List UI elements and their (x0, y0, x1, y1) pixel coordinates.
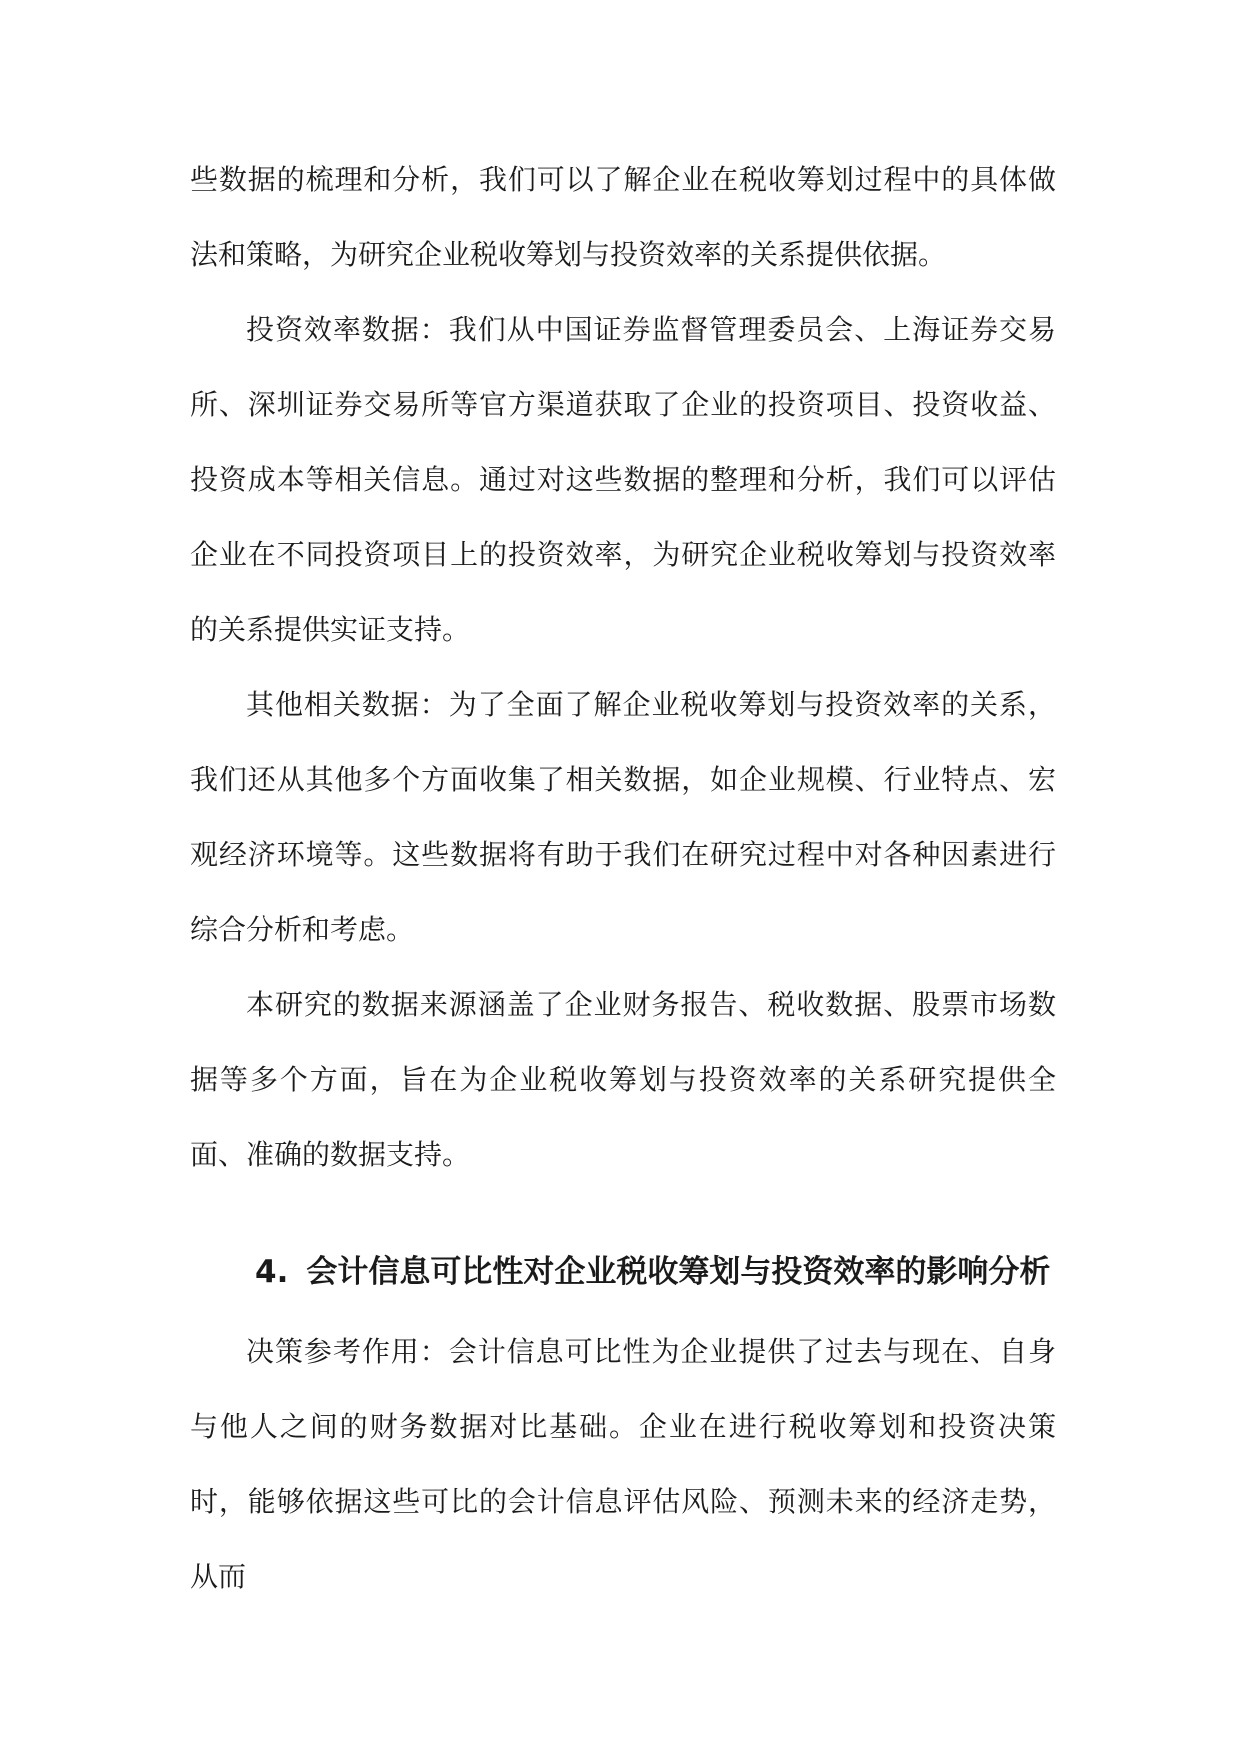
paragraph-continued: 些数据的梳理和分析，我们可以了解企业在税收筹划过程中的具体做法和策略，为研究企业税收筹划与投资效率的关系提供依据。 (190, 163, 1056, 271)
body-text (190, 142, 1056, 1614)
paragraph-other-related-data: 其他相关数据：为了全面了解企业税收筹划与投资效率的关系，我们还从其他多个方面收集了相关数据，如企业规模、行业特点、宏观经济环境等。这些数据将有助于我们在研究过程中对各种因素进行综合分析和考虑。 (190, 688, 1056, 946)
section-title: 会计信息可比性对企业税收筹划与投资效率的影响分析 (306, 1254, 1051, 1290)
section-heading (190, 1192, 1056, 1314)
section-number: 4. (255, 1254, 289, 1290)
paragraph-data-source-summary: 本研究的数据来源涵盖了企业财务报告、税收数据、股票市场数据等多个方面，旨在为企业税收筹划与投资效率的关系研究提供全面、准确的数据支持。 (190, 988, 1056, 1171)
paragraph-investment-efficiency-data: 投资效率数据：我们从中国证券监督管理委员会、上海证券交易所、深圳证券交易所等官方渠道获取了企业的投资项目、投资收益、投资成本等相关信息。通过对这些数据的整理和分析，我们可以评估企业在不同投资项目上的投资效率，为研究企业税收筹划与投资效率的关系提供实证支持。 (190, 313, 1056, 646)
paragraph-decision-reference: 决策参考作用：会计信息可比性为企业提供了过去与现在、自身与他人之间的财务数据对比基础。企业在进行税收筹划和投资决策时，能够依据这些可比的会计信息评估风险、预测未来的经济走势，从而 (190, 1335, 1056, 1593)
